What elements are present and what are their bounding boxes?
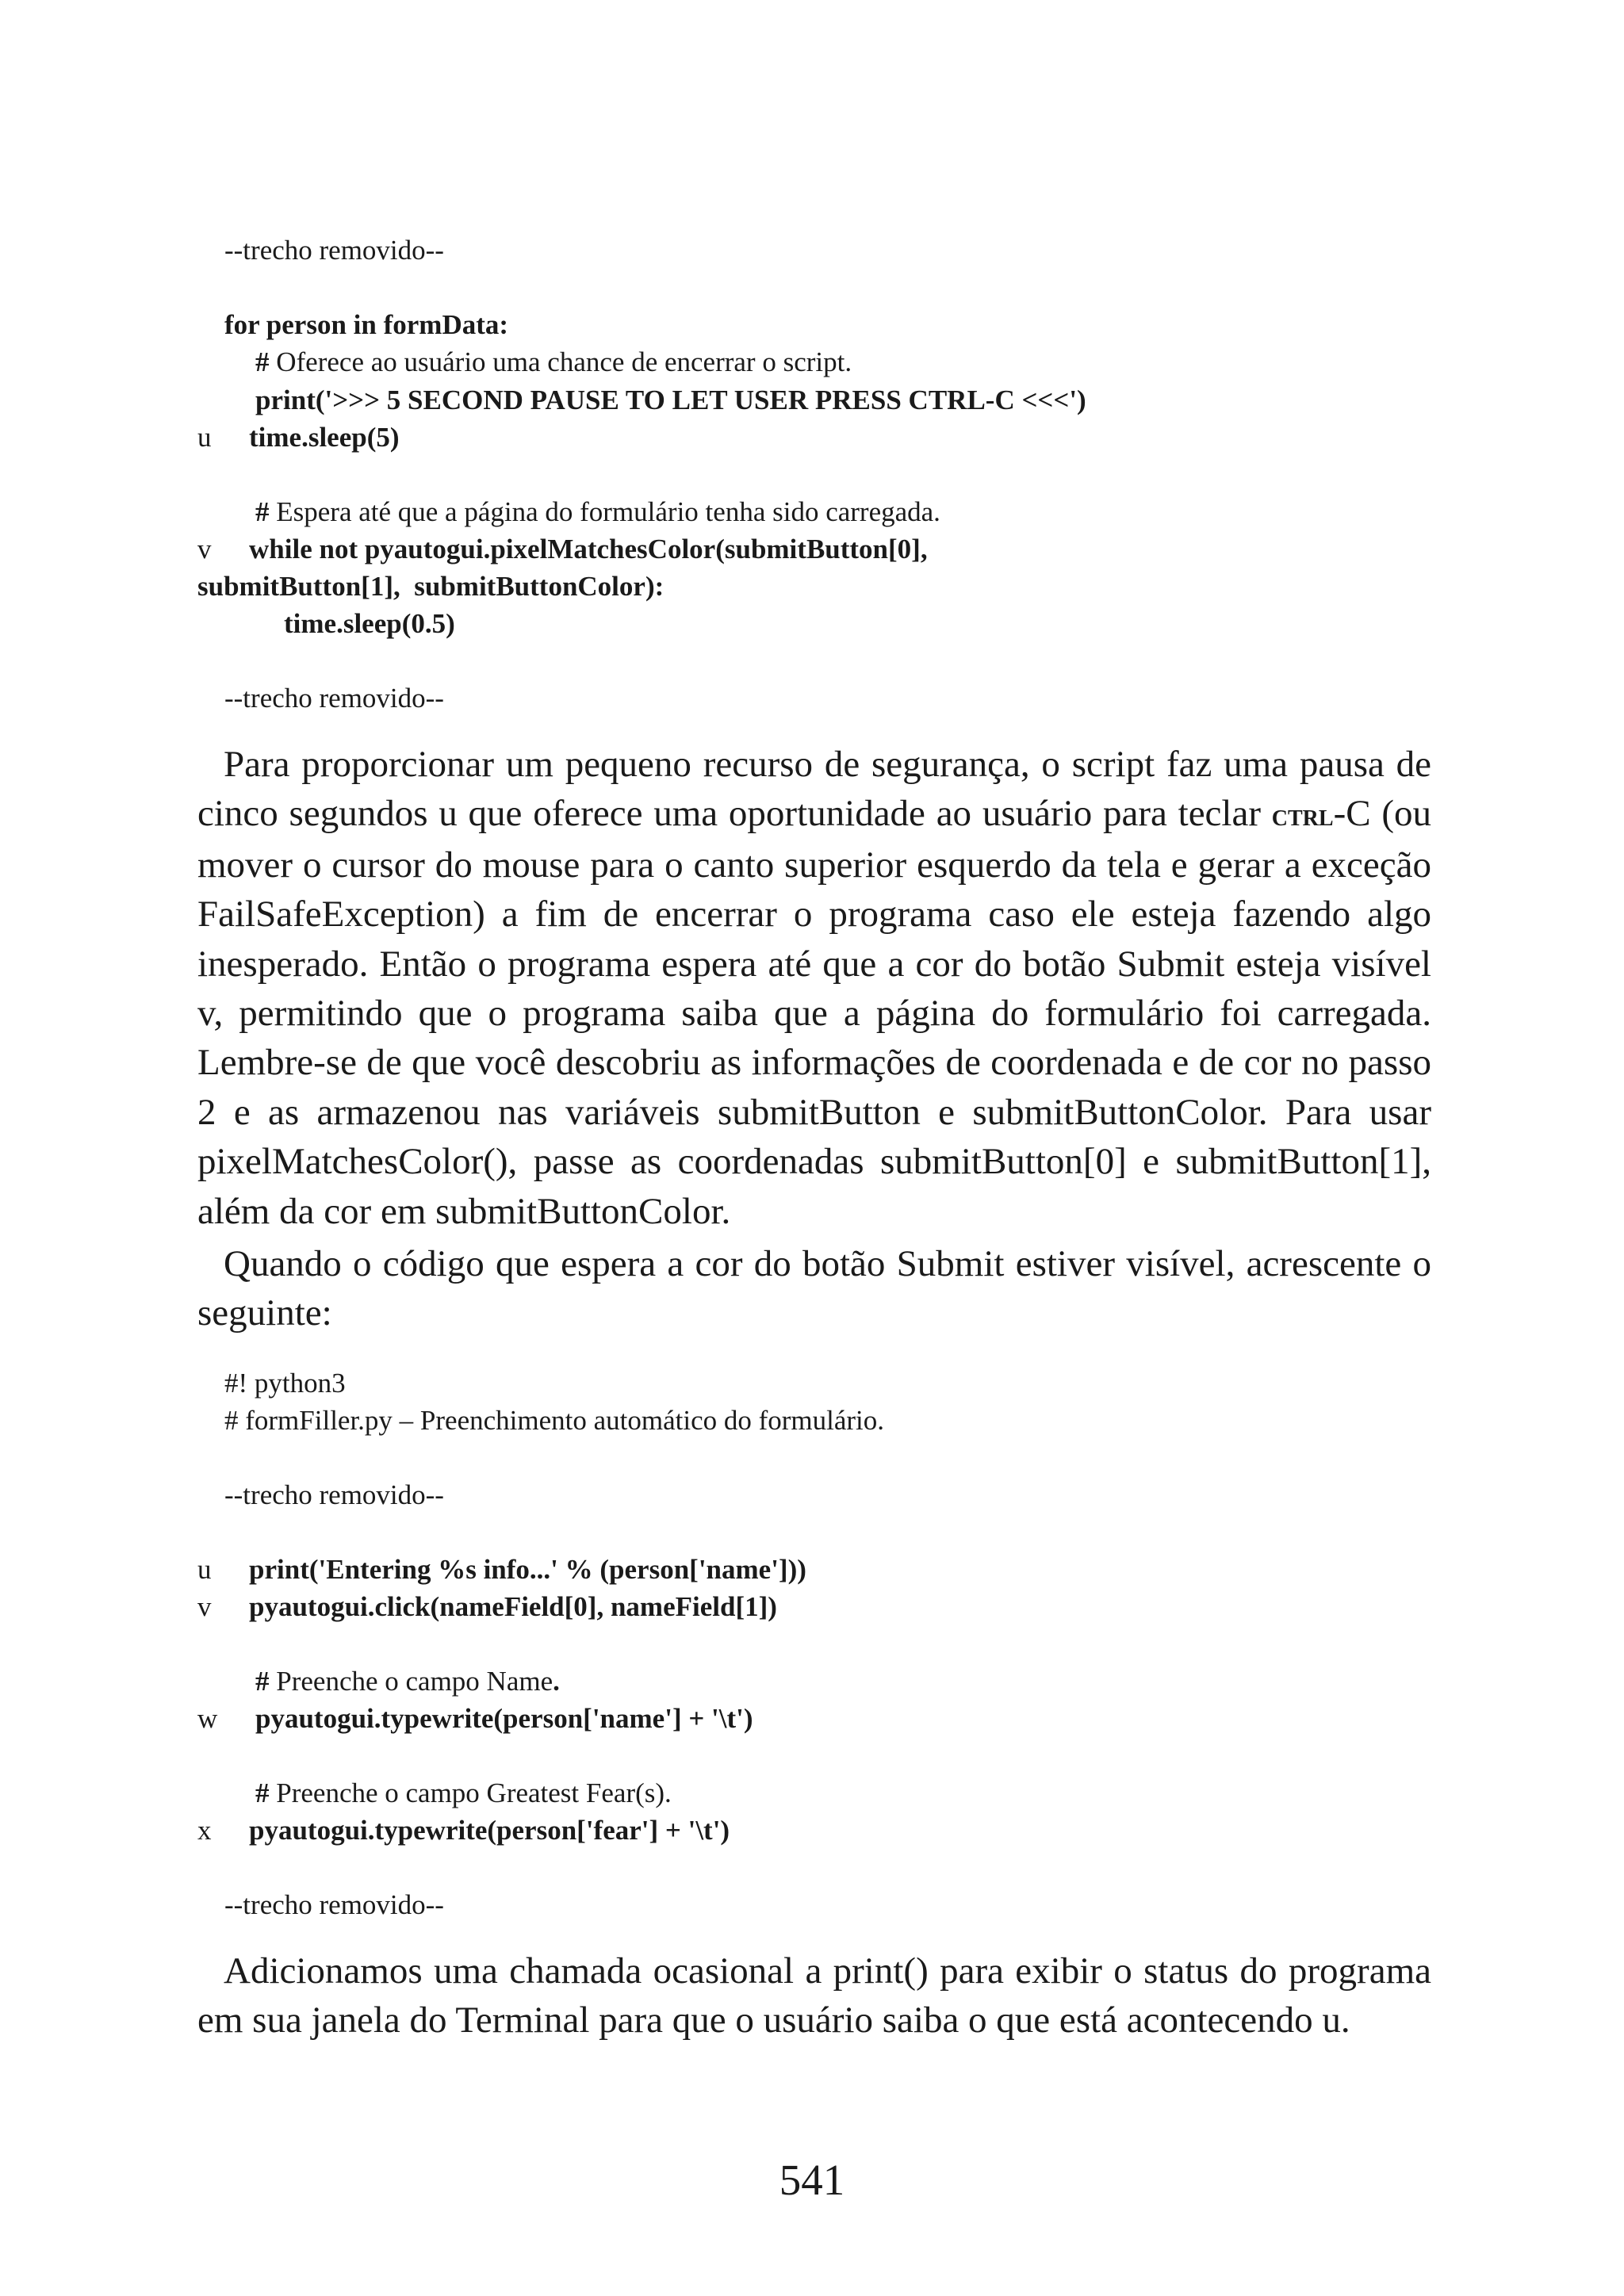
keycap-ctrl: ctrl <box>1271 797 1334 833</box>
code-print-pause: print('>>> 5 SECOND PAUSE TO LET USER PRESS CTRL-C <<<') <box>255 385 1086 415</box>
comment-hash: # <box>255 1666 270 1697</box>
paragraph-text: -C (ou mover o cursor do mouse para o canto superior esquerdo da tela e gerar a exceção FailSafeException) a fim de encerrar o programa caso ele esteja fazendo algo inesperado. Então o programa espera até que a cor do botão Submit esteja visível v, permitindo que o programa saiba que a página do formulário foi carregada. Lembre-se de que você descobriu as informações de coordenada e de cor no passo 2 e as armazenou nas variáveis submitButton e submitButtonColor. Para usar pixelMatchesColor(), passe as coordenadas submitButton[0] e submitButton[1], além da cor em submitButtonColor. <box>197 793 1431 1232</box>
paragraph-text: Para proporcionar um pequeno recurso de segurança, o script faz uma pausa de cinco segundos u que oferece uma oportunidade ao usuário para teclar <box>197 744 1431 835</box>
code-sleep-05: time.sleep(0.5) <box>284 608 455 639</box>
comment-text: Preenche o campo Name <box>269 1666 553 1697</box>
comment-text: Preenche o campo Greatest Fear(s). <box>269 1777 672 1808</box>
callout-marker-v: v <box>197 1591 212 1622</box>
code-sleep-5: time.sleep(5) <box>249 422 400 453</box>
code-print-entering: print('Entering %s info...' % (person['name'])) <box>249 1554 806 1585</box>
code-for-loop: for person in formData: <box>224 309 509 340</box>
code-comment <box>255 346 852 378</box>
comment-hash: # <box>255 1777 270 1808</box>
code-typewrite-name: pyautogui.typewrite(person['name'] + '\t') <box>255 1703 753 1734</box>
callout-marker-v: v <box>197 534 212 564</box>
callout-marker-u: u <box>197 422 212 453</box>
comment-text: Oferece ao usuário uma chance de encerrar o script. <box>269 346 852 377</box>
comment-hash: # <box>255 346 270 377</box>
code-comment <box>255 496 940 528</box>
code-comment <box>255 1666 560 1697</box>
paragraph-text: Quando o código que espera a cor do botão Submit estiver visível, acrescente o seguinte: <box>197 1243 1431 1334</box>
code-typewrite-fear: pyautogui.typewrite(person['fear'] + '\t') <box>249 1815 730 1846</box>
code-comment <box>255 1777 672 1809</box>
code-while-loop: while not pyautogui.pixelMatchesColor(submitButton[0], <box>249 534 928 564</box>
snip-marker: --trecho removido-- <box>224 235 444 266</box>
code-shebang: #! python3 <box>224 1368 346 1399</box>
body-paragraph <box>197 1239 1431 1338</box>
callout-marker-x: x <box>197 1815 212 1846</box>
code-filename-comment: # formFiller.py – Preenchimento automático do formulário. <box>224 1405 885 1436</box>
code-while-continuation: submitButton[1], submitButtonColor): <box>197 571 665 602</box>
callout-marker-u: u <box>197 1554 212 1585</box>
comment-dot: . <box>553 1666 560 1697</box>
snip-marker: --trecho removido-- <box>224 1479 444 1510</box>
comment-text: Espera até que a página do formulário tenha sido carregada. <box>269 496 940 527</box>
snip-marker: --trecho removido-- <box>224 1889 444 1920</box>
body-paragraph <box>197 740 1431 1236</box>
snip-marker: --trecho removido-- <box>224 683 444 714</box>
code-click-name-field: pyautogui.click(nameField[0], nameField[1]) <box>249 1591 777 1622</box>
comment-hash: # <box>255 496 270 527</box>
body-paragraph <box>197 1946 1431 2045</box>
callout-marker-w: w <box>197 1703 218 1734</box>
page-number: 541 <box>779 2156 845 2204</box>
paragraph-text: Adicionamos uma chamada ocasional a print() para exibir o status do programa em sua janela do Terminal para que o usuário saiba o que está acontecendo u. <box>197 1950 1431 2042</box>
